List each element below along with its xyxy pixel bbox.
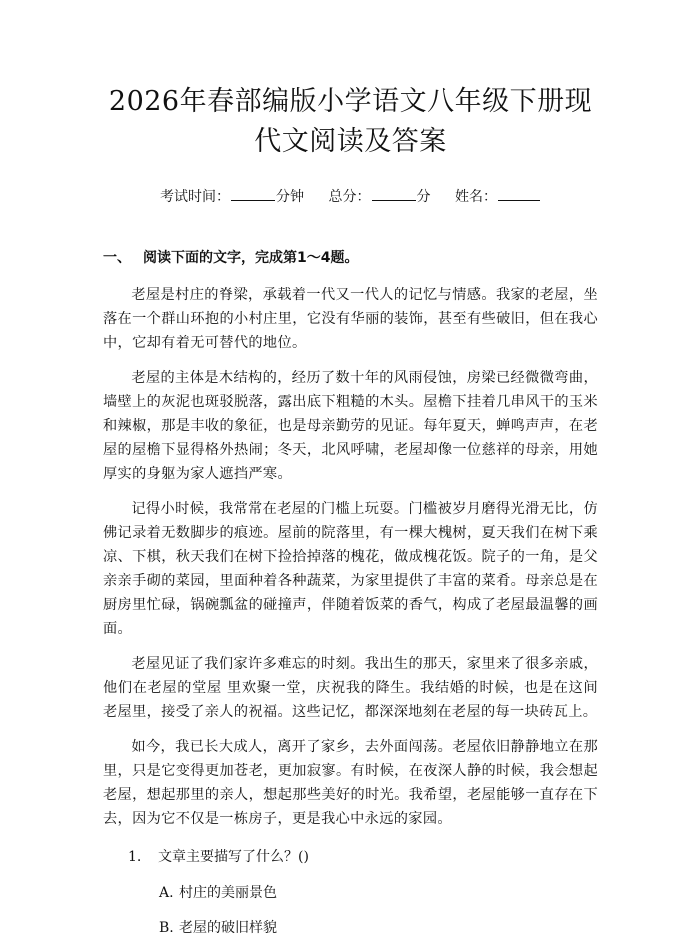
option-text: 老屋的破旧样貌 [179,920,277,936]
document-title: 2026年春部编版小学语文八年级下册现代文阅读及答案 [108,86,593,157]
exam-name [455,186,541,207]
passage-paragraph: 如今，我已长大成人，离开了家乡，去外面闯荡。老屋依旧静静地立在那里，只是它变得更加苍老，更加寂寥。有时候，在夜深人静的时候，我会想起老屋，想起那里的亲人，想起那些美好的时光。我希望，老屋能够一直存在下去，因为它不仅是一栋房子，更是我心中永远的家园。 [103,739,598,827]
exam-time-label: 考试时间： [160,189,231,205]
question-1 [103,846,598,868]
exam-time [160,186,304,207]
option-a [103,882,598,904]
passage-paragraph: 老屋见证了我们家许多难忘的时刻。我出生的那天，家里来了很多亲戚，他们在老屋的堂屋 里欢聚一堂，庆祝我的降生。我结婚的时候，也是在这间老屋里，接受了亲人的祝福。这些记忆，都深深地刻在老屋的每一块砖瓦上。 [103,656,598,720]
question-number: 1. [128,849,142,865]
exam-name-blank [498,186,540,201]
option-label: B. [159,920,174,936]
exam-score [329,186,431,207]
section-number: 一、 [103,250,131,266]
exam-time-blank [231,186,275,201]
option-b [103,917,598,939]
exam-info-line [103,186,598,207]
option-label: A. [159,885,174,901]
exam-time-unit: 分钟 [276,189,305,205]
question-text: 文章主要描写了什么？() [158,849,309,865]
exam-name-label: 姓名： [454,189,497,205]
passage-paragraph: 老屋的主体是木结构的，经历了数十年的风雨侵蚀，房梁已经微微弯曲，墙壁上的灰泥也斑驳脱落，露出底下粗糙的木头。屋檐下挂着几串风干的玉米和辣椒，那是丰收的象征，也是母亲勤劳的见证。每年夏天，蝉鸣声声，在老屋的屋檐下显得格外热闹；冬天，北风呼啸，老屋却像一位慈祥的母亲，用她厚实的身躯为家人遮挡严寒。 [103,370,598,482]
passage-paragraph: 老屋是村庄的脊梁，承载着一代又一代人的记忆与情感。我家的老屋，坐落在一个群山环抱的小村庄里，它没有华丽的装饰，甚至有些破旧，但在我心中，它却有着无可替代的地位。 [103,287,598,351]
exam-score-label: 总分： [328,189,371,205]
section-heading-text: 阅读下面的文字，完成第1～4题。 [143,250,359,266]
exam-score-unit: 分 [416,189,431,205]
section-heading [103,247,598,269]
exam-score-blank [372,186,416,201]
option-text: 村庄的美丽景色 [179,885,277,901]
passage-paragraph: 记得小时候，我常常在老屋的门槛上玩耍。门槛被岁月磨得光滑无比，仿佛记录着无数脚步的痕迹。屋前的院落里，有一棵大槐树，夏天我们在树下乘凉、下棋，秋天我们在树下捡拾掉落的槐花，做成槐花饭。院子的一角，是父亲亲手砌的菜园，里面种着各种蔬菜，为家里提供了丰富的菜肴。母亲总是在厨房里忙碌，锅碗瓢盆的碰撞声，伴随着饭菜的香气，构成了老屋最温馨的画面。 [103,501,598,637]
reading-passage [103,283,598,831]
